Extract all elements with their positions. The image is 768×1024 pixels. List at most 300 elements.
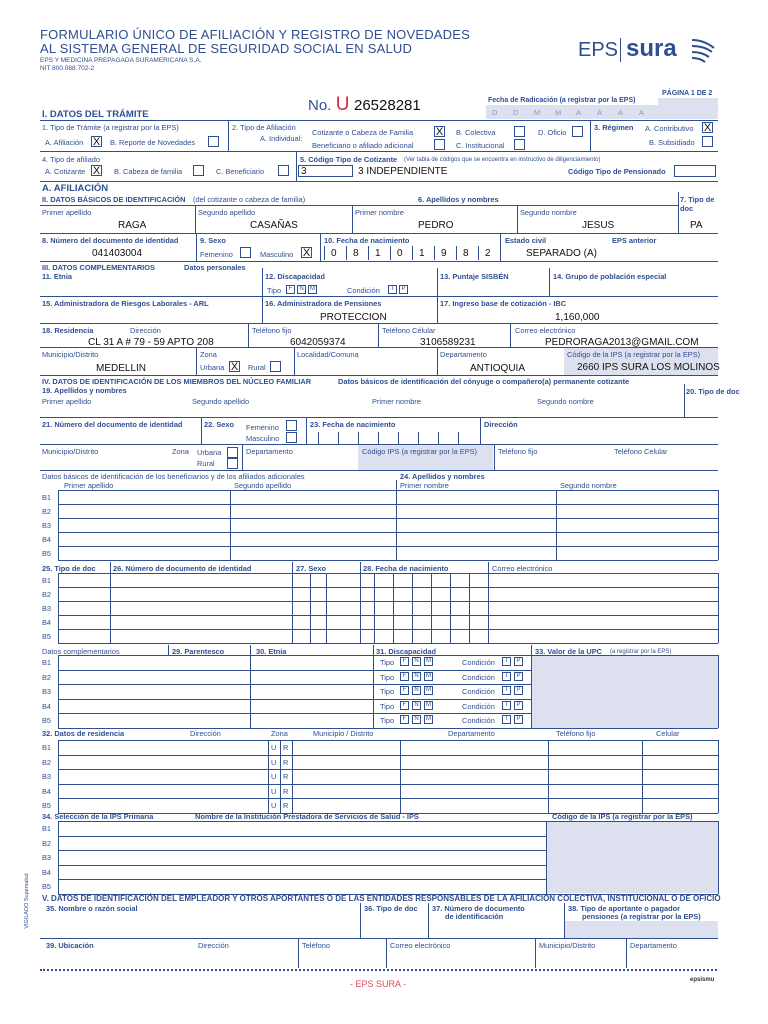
fecha-radicacion-letter: A [618,108,623,117]
row-condicion-p[interactable]: P [514,672,523,681]
row-label-b2: B2 [42,838,52,848]
cotizante-cabeza-checkbox[interactable]: X [435,126,444,138]
row-label-b1: B1 [42,658,52,667]
tipo-doc-value[interactable]: PA [690,220,703,231]
fecha-radicacion-letter: A [576,108,581,117]
fecha-digit[interactable]: 9 [441,248,447,259]
conyuge-municipio-label: Municipio/Distrito [42,447,99,456]
row-tipo-n[interactable]: N [412,672,421,681]
apellidos-nombres-label: 6. Apellidos y nombres [418,195,499,204]
urbana-label: Urbana [200,363,225,372]
reporte-novedades-label: B. Reporte de Novedades [110,138,196,147]
grid-line-h [58,769,718,770]
grid-line-v [718,821,719,894]
residencia32-telefono-label: Teléfono fijo [556,729,596,738]
benef-segundo-apellido-label: Segundo apellido [234,481,292,490]
fecha-radicacion-letter: M [555,108,562,117]
grid-line-h [58,587,718,588]
footer-center: - EPS SURA - [350,979,407,989]
correo-value[interactable]: PEDRORAGA2013@GMAIL.COM [545,337,699,348]
discapacidad-tipo-f[interactable]: F [286,285,295,294]
primer-nombre-label: Primer nombre [355,208,404,217]
grid-line-h [58,643,718,644]
cabeza-familia-checkbox[interactable] [193,165,204,176]
sisben-label: 13. Puntaje SISBÉN [440,272,509,281]
grid-line-h [58,798,718,799]
row-zona-u[interactable]: U [271,772,277,781]
grid-line-v [110,562,111,573]
row-condicion-t[interactable]: T [502,657,511,666]
conyuge-rural-label: Rural [197,459,215,468]
grid-line-v [326,573,327,643]
tipo-label: Tipo [267,286,282,295]
residencia-label: 18. Residencia [42,326,94,335]
grid-line-v [450,573,451,643]
beneficiarios-title: Datos básicos de identificación de los beneficiarios y de los afiliados adicionales [42,472,305,481]
company-nit: NIT 800.088.702-2 [40,65,95,72]
fecha-digit[interactable]: 0 [331,248,337,259]
row-label-b3: B3 [42,772,52,781]
row-condicion-t[interactable]: T [502,701,511,710]
correo-label: Correo electrónico [515,326,576,335]
form-number-label: No. [308,97,332,114]
grid-line-v [168,645,169,655]
row-zona-u[interactable]: U [271,743,277,752]
row-condicion-label: Condición [462,672,495,682]
estado-civil-value[interactable]: SEPARADO (A) [526,248,597,259]
etnia-label: 11. Etnia [42,272,72,281]
codigo-ips-label: Código de la IPS (a registrar por la EPS) [567,350,701,359]
row-condicion-p[interactable]: P [514,686,523,695]
grupo-label: 14. Grupo de población especial [553,272,667,281]
section-1-title: I. DATOS DEL TRÁMITE [42,109,149,120]
row-label-b4: B4 [42,701,52,711]
row-condicion-label: Condición [462,701,495,711]
fecha-radicacion-label: Fecha de Radicación (a registrar por la EPS) [488,97,636,104]
estado-civil-label: Estado civil [505,236,547,245]
row-zona-r[interactable]: R [283,801,289,810]
row-label-b4: B4 [42,786,52,796]
row-tipo-m[interactable]: M [426,672,431,679]
arl-label: 15. Administradora de Riesgos Laborales - ARL [42,299,209,308]
row-condicion-p[interactable]: P [514,657,523,666]
primer-apellido-value[interactable]: RAGA [118,220,147,231]
discapacidad31-label: 31. Discapacidad [376,647,436,656]
grid-line-v [58,740,59,813]
logo-sura-text: sura [626,35,677,62]
grid-line-h [58,504,718,505]
codigo-cotizante-desc: 3 INDEPENDIENTE [358,166,448,177]
conyuge-tel-celular-label: Teléfono Celular [614,447,668,456]
row-label-b2: B2 [42,590,52,599]
conyuge-primer-apellido-label: Primer apellido [42,397,92,406]
tipo-afiliacion-label: 2. Tipo de Afiliación [232,123,296,132]
afiliacion-checkbox[interactable]: X [92,136,101,148]
grid-line-h [58,546,718,547]
section-3-title: III. DATOS COMPLEMENTARIOS [42,263,155,272]
pensiones-label: 16. Administradora de Pensiones [265,299,382,308]
section-4-subtitle: Datos básicos de identificación del cónyuge o compañero(a) permanente cotizante [338,377,630,386]
upc-field [532,656,718,728]
datos-personales-label: Datos personales [184,263,246,272]
row-label-b2: B2 [42,672,52,682]
segundo-apellido-value[interactable]: CASAÑAS [250,220,298,231]
reporte-novedades-checkbox[interactable] [208,136,219,147]
oficio-checkbox[interactable] [572,126,583,137]
row-zona-r[interactable]: R [283,757,289,767]
grid-line-v [393,573,394,643]
grid-line-v [374,573,375,643]
row-condicion-t[interactable]: T [502,686,511,695]
residencia32-celular-label: Celular [656,729,680,738]
tipo-aportante-label-b: pensiones (a registrar por la EPS) [582,912,701,921]
grid-line-h [58,560,718,561]
grid-line-v [310,573,311,643]
grid-line-h [58,573,718,574]
grid-line-h [58,740,718,741]
row-tipo-m[interactable]: M [426,658,431,664]
tipo-aportante-label-a: 38. Tipo de aportante o pagador [568,904,680,913]
fecha-radicacion-letter: D [492,108,498,117]
urbana-checkbox[interactable]: X [230,361,239,373]
grid-line-v [250,655,251,728]
row-tipo-n[interactable]: N [412,701,421,710]
grid-line-v [360,562,361,573]
etnia30-label: 30. Etnia [256,647,287,656]
row-label-b5: B5 [42,882,52,891]
row-zona-u[interactable]: U [271,786,277,796]
beneficiario-adicional-checkbox[interactable] [434,139,445,150]
subsidiado-checkbox[interactable] [702,136,713,147]
row-zona-u[interactable]: U [271,757,277,767]
grid-line-v [412,573,413,643]
masculino-label: Masculino [260,250,294,259]
municipio-value[interactable]: MEDELLIN [96,363,147,374]
row-label-b1: B1 [42,576,52,585]
direccion-label: Dirección [130,326,161,335]
conyuge-tel-fijo-label: Teléfono fijo [498,447,538,456]
fecha-digit[interactable]: 2 [485,248,491,259]
residencia32-zona-label: Zona [271,729,288,738]
conyuge-num-doc-label: 21. Número del documento de identidad [42,420,183,429]
section-2-title: II. DATOS BÁSICOS DE IDENTIFICACIÓN [42,195,186,204]
beneficiario-adicional-label: Beneficiario o afiliado adicional [312,141,414,150]
grid-line-v [250,645,251,655]
grid-line-v [280,740,281,813]
row-tipo-label: Tipo [380,658,395,667]
rural-checkbox[interactable] [270,361,281,372]
cotizante-cabeza-label: Cotizante o Cabeza de Familia [312,128,414,137]
row-tipo-f[interactable]: F [400,715,409,724]
grid-line-v [548,740,549,813]
supersalud-seal [20,870,34,940]
conyuge-primer-nombre-label: Primer nombre [372,397,421,406]
tel-celular-value[interactable]: 3106589231 [420,337,476,348]
conyuge-tipo-doc-label: 20. Tipo de doc [686,387,740,396]
grid-line-h [58,601,718,602]
grid-line-v [458,432,459,444]
residencia32-departamento-label: Departamento [448,729,495,738]
conyuge-femenino-label: Femenino [246,423,279,432]
row-tipo-label: Tipo [380,716,395,725]
discapacidad-condicion-t[interactable]: T [388,285,397,294]
conyuge-segundo-apellido-label: Segundo apellido [192,397,250,406]
grid-line-h [58,518,718,519]
grid-line-v [373,645,374,655]
tel-fijo-value[interactable]: 6042059374 [290,337,346,348]
form-title-line1: FORMULARIO ÚNICO DE AFILIACIÓN Y REGISTRO DE NOVEDADES [40,27,471,42]
cotizante-label: A. Cotizante [45,167,86,176]
tel-fijo-label: Teléfono fijo [252,326,292,335]
segundo-nombre-label: Segundo nombre [520,208,577,217]
grid-line-v [398,432,399,444]
logo-divider [620,38,621,62]
colectiva-checkbox[interactable] [514,126,525,137]
row-tipo-f[interactable]: F [400,686,409,695]
institucional-checkbox[interactable] [514,139,525,150]
form-number-prefix: U [335,94,350,115]
row-label-b3: B3 [42,853,52,862]
fecha-radicacion-letter: M [534,108,541,117]
beneficiario-checkbox[interactable] [278,165,289,176]
rural-label: Rural [248,363,266,372]
grid-line-v [488,573,489,643]
residencia32-label: 32. Datos de residencia [42,729,125,738]
row-zona-u[interactable]: U [271,801,277,810]
masculino-checkbox[interactable]: X [302,247,311,259]
row-condicion-label: Condición [462,687,495,696]
eps-anterior-label: EPS anterior [612,236,657,245]
conyuge-direccion-label: Dirección [484,420,518,429]
residencia32-direccion-label: Dirección [190,729,221,738]
tipo-doc-label: 7. Tipo de doc [680,195,715,213]
grid-line-v [718,490,719,560]
row-label-b4: B4 [42,618,52,627]
ibc-value[interactable]: 1,160,000 [555,312,600,323]
row-tipo-m[interactable]: M [426,687,431,693]
num-doc-value[interactable]: 041403004 [92,248,143,259]
departamento-value[interactable]: ANTIOQUIA [470,363,526,374]
row-label-b5: B5 [42,716,52,725]
row-tipo-f[interactable]: F [400,701,409,710]
aportante-num-doc-label-a: 37. Número de documento [432,904,525,913]
conyuge-femenino-checkbox[interactable] [286,420,297,431]
num-doc-label: 8. Número del documento de identidad [42,236,179,245]
benef-sexo-label: 27. Sexo [296,564,326,573]
row-tipo-n[interactable]: N [412,686,421,695]
upc-label: 33. Valor de la UPC [535,647,602,656]
row-condicion-p[interactable]: P [514,701,523,710]
grid-line-v [110,573,111,643]
row-zona-r[interactable]: R [283,743,289,752]
afiliacion-label: A. Afiliación [45,138,84,147]
grid-line-v [358,432,359,444]
grid-line-v [400,740,401,813]
fecha-digit[interactable]: 0 [397,248,403,259]
grid-line-v [718,655,719,728]
direccion-value[interactable]: CL 31 A # 79 - 59 APTO 208 [88,337,214,348]
discapacidad-condicion-p[interactable]: P [399,285,408,294]
grid-line-v [642,740,643,813]
discapacidad-tipo-n[interactable]: N [297,285,306,294]
conyuge-urbana-checkbox[interactable] [227,447,238,458]
row-condicion-label: Condición [462,658,495,667]
sura-wing-icon [690,36,716,64]
grid-line-h [58,532,718,533]
benef-segundo-nombre-label: Segundo nombre [560,481,617,490]
row-label-b1: B1 [42,824,52,833]
aportante-direccion-label: Dirección [198,941,229,950]
row-label-b1: B1 [42,743,52,752]
row-tipo-f[interactable]: F [400,657,409,666]
fecha-nac-label: 10. Fecha de nacimiento [324,236,410,245]
row-label-b5: B5 [42,549,52,558]
grid-line-v [58,655,59,728]
row-condicion-t[interactable]: T [502,715,511,724]
row-label-b3: B3 [42,687,52,696]
segundo-apellido-label: Segundo apellido [198,208,256,217]
conyuge-masculino-checkbox[interactable] [286,432,297,443]
fecha-radicacion-letter: A [639,108,644,117]
discapacidad-tipo-m[interactable]: M [310,286,315,292]
fecha-digit[interactable]: 1 [375,248,381,259]
sura-logo [578,36,720,68]
segundo-nombre-value[interactable]: JESUS [582,220,615,231]
grid-line-v [292,740,293,813]
grid-line-v [418,432,419,444]
subsidiado-label: B. Subsidiado [649,138,695,147]
grid-line-h [58,755,718,756]
codigo-pensionado-field[interactable] [674,165,716,177]
tipo-aportante-field [565,921,718,938]
grid-line-v [360,573,361,643]
ibc-label: 17. Ingreso base de cotización - IBC [440,299,567,308]
cotizante-checkbox[interactable]: X [92,165,101,177]
fecha-radicacion-letter: D [513,108,519,117]
conyuge-rural-checkbox[interactable] [227,458,238,469]
grid-line-v [469,573,470,643]
aportante-telefono-label: Teléfono [302,941,330,950]
row-tipo-m[interactable]: M [426,701,431,708]
grid-line-h [58,813,718,814]
codigo-cotizante-value: 3 [301,166,307,177]
colectiva-label: B. Colectiva [456,128,496,137]
fecha-radicacion-field [486,105,658,119]
institucional-label: C. Institucional [456,141,505,150]
beneficiarios-apellidos-label: 24. Apellidos y nombres [400,472,485,481]
row-tipo-label: Tipo [380,701,395,711]
grid-line-v [58,821,59,894]
contributivo-label: A. Contributivo [645,124,694,133]
section-2-note: (del cotizante o cabeza de familia) [193,195,306,204]
grid-line-v [58,573,59,643]
fecha-digit[interactable]: 8 [353,248,359,259]
grid-line-v [396,480,397,490]
conyuge-sexo-label: 22. Sexo [204,420,234,429]
benef-primer-apellido-label: Primer apellido [64,481,114,490]
sexo-label: 9. Sexo [200,236,226,245]
grid-line-v [531,645,532,655]
row-label-b2: B2 [42,507,52,516]
femenino-checkbox[interactable] [240,247,251,258]
conyuge-departamento-label: Departamento [246,447,293,456]
codigo-cotizante-note: (Ver tabla de códigos que se encuentra en instructivo de diligenciamiento) [404,157,601,163]
row-tipo-n[interactable]: N [412,715,421,724]
municipio-label: Municipio/Distrito [42,350,99,359]
benef-tipo-doc-label: 25. Tipo de doc [42,564,96,573]
grid-line-v [292,562,293,573]
conyuge-urbana-label: Urbana [197,448,222,457]
pensiones-value[interactable]: PROTECCION [320,312,387,323]
localidad-label: Localidad/Comuna [297,350,359,359]
grid-line-h [58,629,718,630]
ips34-codigo-label: Código de la IPS (a registrar por la EPS) [552,812,693,821]
row-tipo-n[interactable]: N [412,657,421,666]
individual-label: A. Individual: [260,134,303,143]
conyuge-segundo-nombre-label: Segundo nombre [537,397,594,406]
grid-line-v [378,432,379,444]
section-a-title: A. AFILIACIÓN [42,183,109,194]
row-condicion-t[interactable]: T [502,672,511,681]
tipo-afiliado-label: 4. Tipo de afiliado [42,155,100,164]
ips-codigo-field [547,822,718,893]
row-zona-r[interactable]: R [283,786,289,796]
section-4-title: IV. DATOS DE IDENTIFICACIÓN DE LOS MIEMBROS DEL NÚCLEO FAMILIAR [42,377,312,386]
row-tipo-m[interactable]: M [426,716,431,722]
contributivo-checkbox[interactable]: X [703,122,712,134]
conyuge-masculino-label: Masculino [246,434,280,443]
residencia32-municipio-label: Municipio / Distrito [313,729,374,738]
grid-line-v [268,740,269,813]
form-title-line2: AL SISTEMA GENERAL DE SEGURIDAD SOCIAL EN SALUD [40,41,413,56]
row-label-b5: B5 [42,632,52,641]
parentesco-label: 29. Parentesco [172,647,225,656]
row-label-b4: B4 [42,867,52,877]
fecha-digit[interactable]: 8 [463,248,469,259]
grid-line-h [58,615,718,616]
zona-label: Zona [200,350,217,359]
aportante-departamento-label: Departamento [630,941,677,950]
fecha-radicacion-letter: A [597,108,602,117]
oficio-label: D. Oficio [538,128,567,137]
row-zona-r[interactable]: R [283,772,289,781]
row-label-b5: B5 [42,801,52,810]
primer-nombre-value[interactable]: PEDRO [418,220,454,231]
fecha-digit[interactable]: 1 [419,248,425,259]
benef-num-doc-label: 26. Número de documento de identidad [113,564,252,573]
codigo-ips-value[interactable]: 2660 IPS SURA LOS MOLINOS [577,362,720,373]
conyuge-apellidos-label: 19. Apellidos y nombres [42,386,127,395]
logo-eps-text: EPS [578,39,619,61]
row-tipo-label: Tipo [380,687,395,696]
footer-brand: epsismu [690,977,715,983]
row-condicion-p[interactable]: P [514,715,523,724]
page-number: PÁGINA 1 DE 2 [662,90,713,97]
primer-apellido-label: Primer apellido [42,208,92,217]
grid-line-v [318,432,319,444]
grid-line-v [292,573,293,643]
grid-line-h [58,894,718,895]
tipo-tramite-label: 1. Tipo de Trámite (a registrar por la EPS) [42,123,179,132]
grid-line-v [431,573,432,643]
codigo-cotizante-field[interactable] [298,165,353,177]
row-tipo-label: Tipo [380,672,395,682]
row-label-b3: B3 [42,604,52,613]
row-label-b2: B2 [42,757,52,767]
ips34-label: 34. Selección de la IPS Primaria [42,812,154,821]
departamento-label: Departamento [440,350,487,359]
row-tipo-f[interactable]: F [400,672,409,681]
